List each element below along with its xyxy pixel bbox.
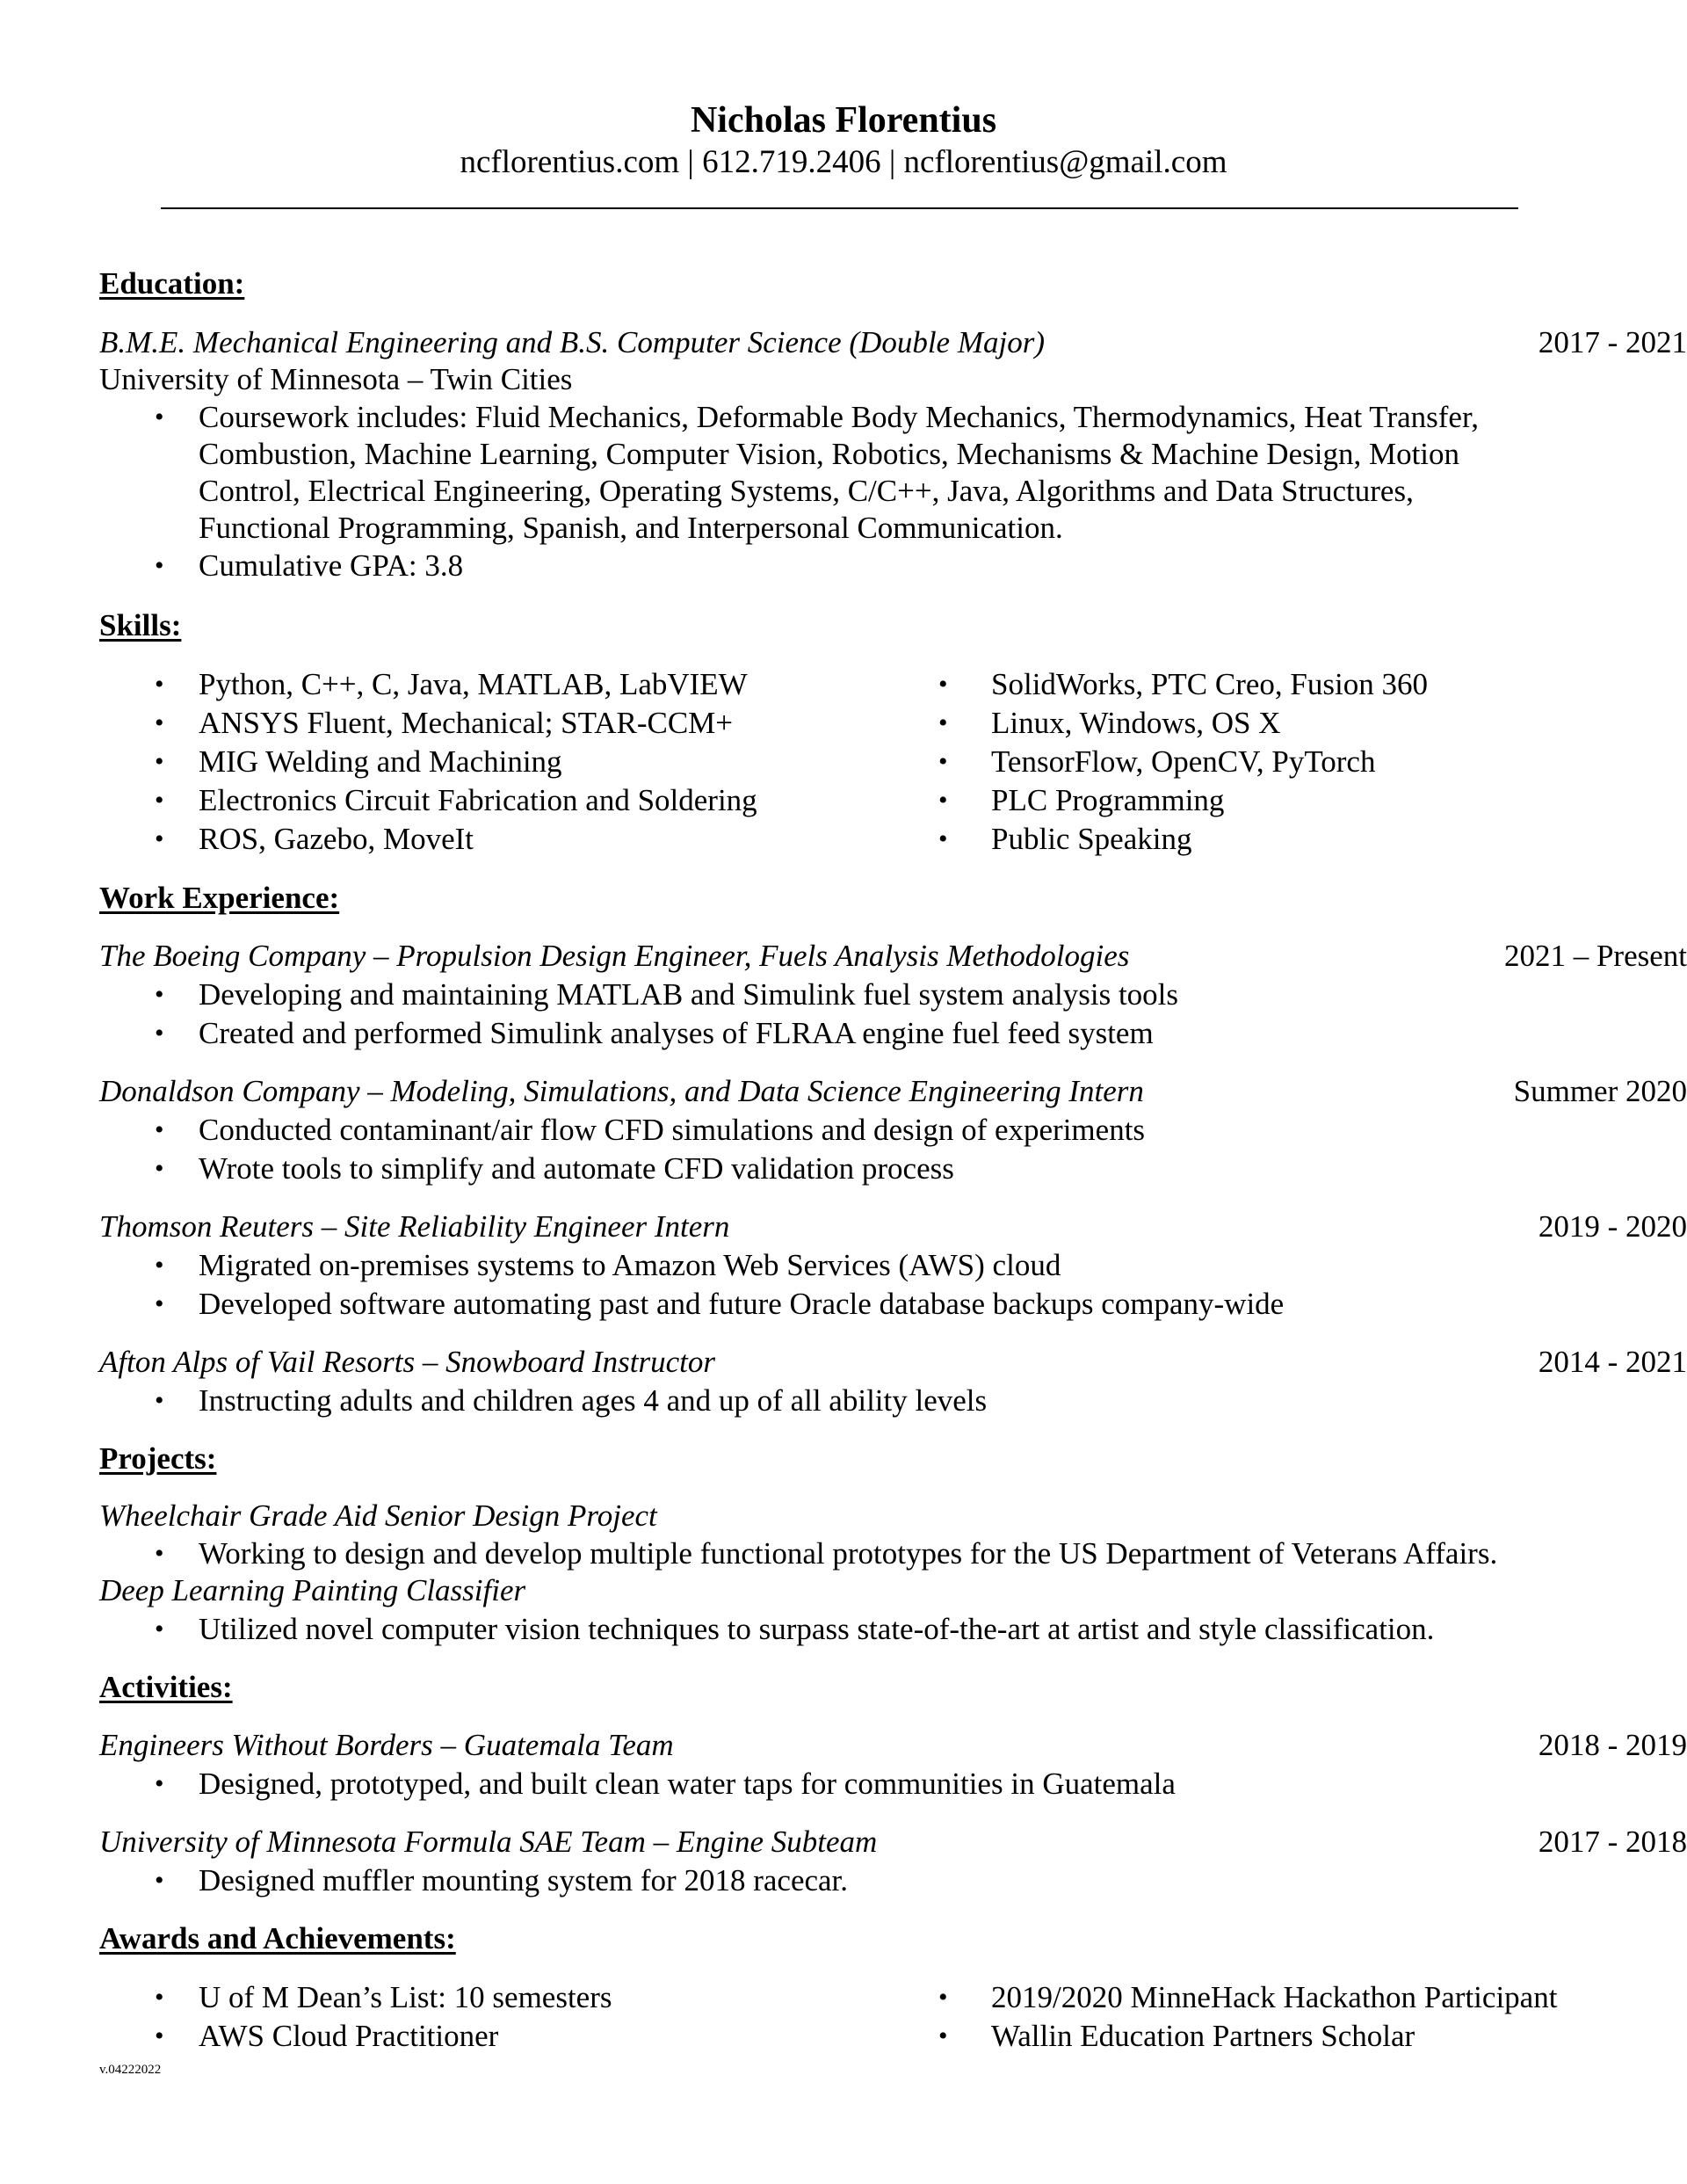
job-dates: 2019 - 2020 <box>1538 1209 1687 1244</box>
bullet-icon: • <box>155 1614 164 1643</box>
bullet-icon: • <box>155 786 164 815</box>
job-bullet: Created and performed Simulink analyses of FLRAA engine fuel feed system <box>199 1016 1154 1050</box>
award-item: 2019/2020 MinneHack Hackathon Participant <box>991 1980 1558 2014</box>
bullet-icon: • <box>938 1983 948 2012</box>
job-dates: Summer 2020 <box>1513 1074 1687 1108</box>
skill-item: SolidWorks, PTC Creo, Fusion 360 <box>991 667 1428 701</box>
bullet-icon: • <box>938 670 948 699</box>
skill-item: PLC Programming <box>991 783 1225 817</box>
job-title: Donaldson Company – Modeling, Simulations, and Data Science Engineering Intern <box>99 1074 1144 1108</box>
bullet-icon: • <box>938 786 948 815</box>
job-bullet: Wrote tools to simplify and automate CFD validation process <box>199 1151 954 1186</box>
skill-item: ANSYS Fluent, Mechanical; STAR-CCM+ <box>199 706 734 740</box>
skills-heading: Skills: <box>99 608 182 642</box>
awards-heading: Awards and Achievements: <box>99 1921 456 1955</box>
award-item: U of M Dean’s List: 10 semesters <box>199 1980 612 2014</box>
bullet-icon: • <box>155 1115 164 1144</box>
bullet-icon: • <box>155 1386 164 1415</box>
skill-item: Public Speaking <box>991 822 1192 856</box>
project-title: Deep Learning Painting Classifier <box>99 1573 526 1607</box>
bullet-icon: • <box>938 708 948 737</box>
project-bullet: Working to design and develop multiple functional prototypes for the US Department of Veterans Affairs. <box>199 1536 1498 1571</box>
job-bullet: Conducted contaminant/air flow CFD simulations and design of experiments <box>199 1113 1146 1147</box>
bullet-icon: • <box>155 551 164 580</box>
version-label: v.04222022 <box>99 2063 162 2077</box>
job-dates: 2014 - 2021 <box>1538 1345 1687 1379</box>
education-school: University of Minnesota – Twin Cities <box>99 362 573 396</box>
activity-title: University of Minnesota Formula SAE Team – Engine Subteam <box>99 1825 878 1859</box>
bullet-icon: • <box>155 1289 164 1318</box>
bullet-icon: • <box>155 824 164 853</box>
skill-item: Linux, Windows, OS X <box>991 706 1281 740</box>
bullet-icon: • <box>155 1154 164 1183</box>
bullet-icon: • <box>155 2021 164 2050</box>
job-bullet: Developed software automating past and future Oracle database backups company-wide <box>199 1287 1285 1321</box>
activities-heading: Activities: <box>99 1670 233 1704</box>
skill-item: ROS, Gazebo, MoveIt <box>199 822 474 856</box>
activity-bullet: Designed muffler mounting system for 2018 racecar. <box>199 1863 849 1897</box>
bullet-icon: • <box>155 1983 164 2012</box>
bullet-icon: • <box>155 403 164 432</box>
education-heading: Education: <box>99 266 245 301</box>
activity-title: Engineers Without Borders – Guatemala Team <box>99 1728 674 1762</box>
resume-name: Nicholas Florentius <box>690 100 997 141</box>
projects-heading: Projects: <box>99 1441 217 1476</box>
bullet-icon: • <box>155 708 164 737</box>
bullet-icon: • <box>155 1019 164 1048</box>
project-bullet: Utilized novel computer vision techniques to surpass state-of-the-art at artist and style classification. <box>199 1612 1435 1646</box>
award-item: Wallin Education Partners Scholar <box>991 2019 1415 2053</box>
bullet-icon: • <box>155 980 164 1009</box>
skill-item: Electronics Circuit Fabrication and Soldering <box>199 783 757 817</box>
project-title: Wheelchair Grade Aid Senior Design Project <box>99 1498 657 1533</box>
bullet-icon: • <box>155 670 164 699</box>
job-title: Afton Alps of Vail Resorts – Snowboard Instructor <box>99 1345 716 1379</box>
activity-dates: 2017 - 2018 <box>1538 1825 1687 1859</box>
award-item: AWS Cloud Practitioner <box>199 2019 499 2053</box>
bullet-icon: • <box>938 824 948 853</box>
job-bullet: Migrated on-premises systems to Amazon Web Services (AWS) cloud <box>199 1248 1061 1282</box>
bullet-icon: • <box>938 747 948 776</box>
bullet-icon: • <box>155 1769 164 1798</box>
skill-item: TensorFlow, OpenCV, PyTorch <box>991 744 1376 779</box>
job-dates: 2021 – Present <box>1503 939 1687 973</box>
activity-dates: 2018 - 2019 <box>1538 1728 1687 1762</box>
bullet-icon: • <box>938 2021 948 2050</box>
job-bullet: Developing and maintaining MATLAB and Simulink fuel system analysis tools <box>199 977 1179 1012</box>
bullet-icon: • <box>155 747 164 776</box>
skill-item: Python, C++, C, Java, MATLAB, LabVIEW <box>199 667 748 701</box>
bullet-icon: • <box>155 1866 164 1895</box>
education-dates: 2017 - 2021 <box>1538 325 1687 359</box>
education-degree: B.M.E. Mechanical Engineering and B.S. Computer Science (Double Major) <box>99 325 1045 359</box>
contact-info: ncflorentius.com | 612.719.2406 | ncflorentius@gmail.com <box>460 144 1227 180</box>
education-gpa: Cumulative GPA: 3.8 <box>199 548 464 583</box>
job-bullet: Instructing adults and children ages 4 and up of all ability levels <box>199 1383 988 1418</box>
coursework-line-4: Functional Programming, Spanish, and Interpersonal Communication. <box>199 511 1063 545</box>
bullet-icon: • <box>155 1539 164 1568</box>
header-divider <box>161 207 1518 209</box>
bullet-icon: • <box>155 1251 164 1280</box>
job-title: Thomson Reuters – Site Reliability Engineer Intern <box>99 1209 730 1244</box>
work-heading: Work Experience: <box>99 881 340 915</box>
coursework-line-2: Combustion, Machine Learning, Computer Vision, Robotics, Mechanisms & Machine Design, Motion <box>199 437 1460 471</box>
job-title: The Boeing Company – Propulsion Design Engineer, Fuels Analysis Methodologies <box>99 939 1130 973</box>
coursework-line-1: Coursework includes: Fluid Mechanics, Deformable Body Mechanics, Thermodynamics, Heat Transfer, <box>199 400 1479 434</box>
skill-item: MIG Welding and Machining <box>199 744 562 779</box>
coursework-line-3: Control, Electrical Engineering, Operating Systems, C/C++, Java, Algorithms and Data Structures, <box>199 474 1414 508</box>
activity-bullet: Designed, prototyped, and built clean water taps for communities in Guatemala <box>199 1767 1176 1801</box>
